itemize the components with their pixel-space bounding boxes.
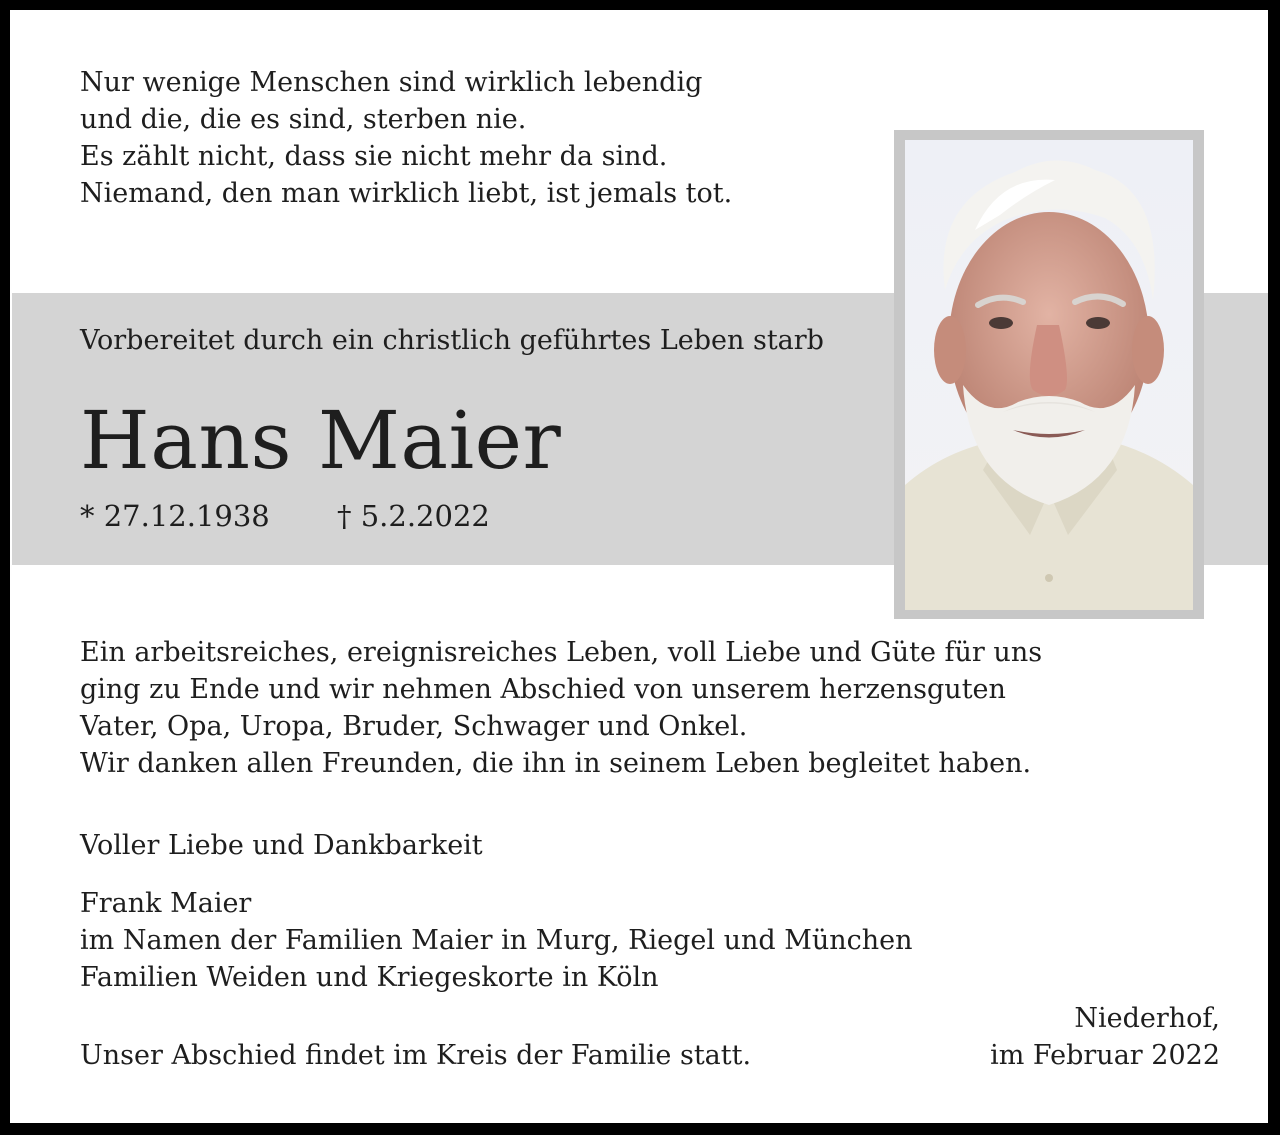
memorial-quote (80, 64, 732, 212)
signer-line: Frank Maier (80, 888, 252, 919)
portrait-frame (894, 130, 1204, 619)
obituary-card (10, 10, 1268, 1123)
place: Niederhof, (1074, 1003, 1220, 1034)
portrait-photo (905, 140, 1193, 610)
closing-line: Voller Liebe und Dankbarkeit (80, 830, 483, 861)
obituary-body (80, 634, 1042, 782)
farewell-note: Unser Abschied findet im Kreis der Familie statt. (80, 1040, 752, 1071)
signer-line: im Namen der Familien Maier in Murg, Riegel und München (80, 925, 913, 956)
body-line: Wir danken allen Freunden, die ihn in seinem Leben begleitet haben. (80, 748, 1032, 779)
body-line: Vater, Opa, Uropa, Bruder, Schwager und Onkel. (80, 711, 748, 742)
place-date (990, 1000, 1220, 1074)
intro-text: Vorbereitet durch ein christlich geführtes Leben starb (80, 325, 824, 356)
quote-line: und die, die es sind, sterben nie. (80, 104, 527, 135)
signer-line: Familien Weiden und Kriegeskorte in Köln (80, 962, 659, 993)
date: im Februar 2022 (990, 1040, 1220, 1071)
signers (80, 885, 913, 996)
body-line: ging zu Ende und wir nehmen Abschied von unserem herzensguten (80, 674, 1006, 705)
quote-line: Es zählt nicht, dass sie nicht mehr da sind. (80, 141, 668, 172)
birth-date: * 27.12.1938 (80, 499, 270, 533)
deceased-name: Hans Maier (80, 394, 562, 487)
body-line: Ein arbeitsreiches, ereignisreiches Leben, voll Liebe und Güte für uns (80, 637, 1043, 668)
quote-line: Niemand, den man wirklich liebt, ist jemals tot. (80, 178, 733, 209)
death-date: † 5.2.2022 (337, 499, 490, 533)
quote-line: Nur wenige Menschen sind wirklich lebendig (80, 67, 703, 98)
